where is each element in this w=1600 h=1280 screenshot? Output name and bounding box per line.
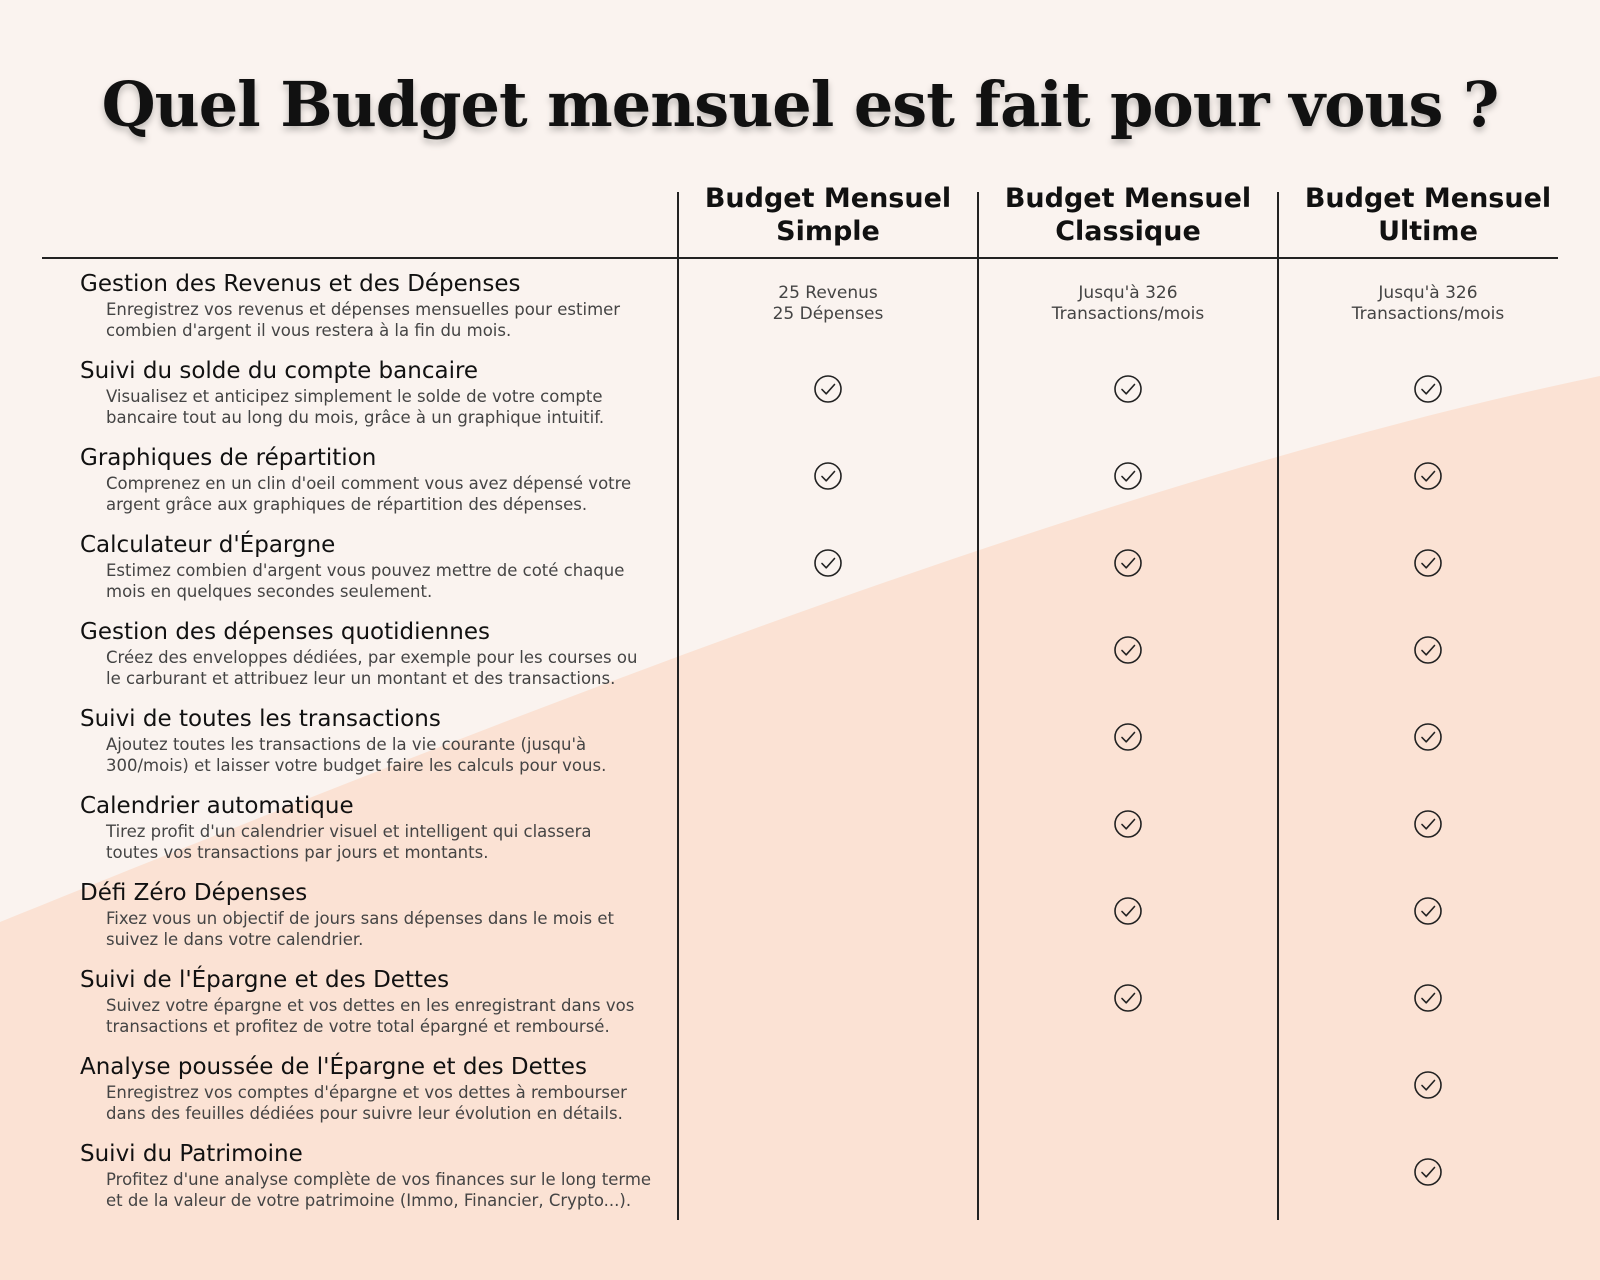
plan-cell	[678, 1130, 978, 1217]
feature-title: Suivi du solde du compte bancaire	[80, 358, 479, 384]
feature-description-line: Suivez votre épargne et vos dettes en les enregistrant dans vos	[106, 996, 635, 1015]
plan-cell	[678, 260, 978, 347]
feature-description	[106, 1083, 670, 1124]
feature-cell	[80, 357, 670, 428]
plan-limit-line: Jusqu'à 326	[1378, 282, 1478, 303]
table-row	[0, 869, 1600, 956]
feature-description	[106, 387, 670, 428]
plan-cell	[1278, 260, 1578, 347]
check-circle-icon	[813, 548, 843, 582]
plan-cell	[1278, 1043, 1578, 1130]
feature-description	[106, 561, 670, 602]
feature-description	[106, 300, 670, 341]
feature-description-line: Ajoutez toutes les transactions de la vie courante (jusqu'à	[106, 735, 587, 754]
feature-description	[106, 822, 670, 863]
feature-description	[106, 996, 670, 1037]
check-circle-icon	[1113, 374, 1143, 408]
plan-limit-line: Jusqu'à 326	[1078, 282, 1178, 303]
check-circle-icon	[1413, 1070, 1443, 1104]
feature-description	[106, 648, 670, 689]
check-circle-icon	[1413, 809, 1443, 843]
column-header-ultime	[1278, 182, 1578, 248]
table-row	[0, 695, 1600, 782]
column-header-line2: Simple	[776, 216, 880, 247]
plan-cell	[678, 434, 978, 521]
feature-description-line: argent grâce aux graphiques de répartition des dépenses.	[106, 494, 588, 514]
feature-cell	[80, 705, 670, 776]
column-header-simple	[678, 182, 978, 248]
feature-title: Graphiques de répartition	[80, 445, 377, 471]
check-circle-icon	[1413, 548, 1443, 582]
check-circle-icon	[1413, 635, 1443, 669]
plan-cell	[678, 347, 978, 434]
table-row	[0, 347, 1600, 434]
check-circle-icon	[1113, 461, 1143, 495]
feature-description-line: Créez des enveloppes dédiées, par exemple pour les courses ou	[106, 648, 638, 667]
plan-cell	[978, 521, 1278, 608]
feature-description-line: Enregistrez vos comptes d'épargne et vos dettes à rembourser	[106, 1083, 627, 1102]
feature-title: Suivi du Patrimoine	[80, 1141, 303, 1167]
feature-title: Calendrier automatique	[80, 793, 354, 819]
feature-cell	[80, 1140, 670, 1211]
feature-title: Suivi de toutes les transactions	[80, 706, 441, 732]
feature-cell	[80, 966, 670, 1037]
plan-cell	[1278, 956, 1578, 1043]
check-circle-icon	[1113, 983, 1143, 1017]
feature-description-line: mois en quelques secondes seulement.	[106, 581, 433, 601]
column-header-line2: Ultime	[1378, 216, 1478, 247]
feature-title: Gestion des dépenses quotidiennes	[80, 619, 490, 645]
feature-description-line: Enregistrez vos revenus et dépenses mensuelles pour estimer	[106, 300, 621, 319]
plan-cell	[978, 1130, 1278, 1217]
feature-description-line: Tirez profit d'un calendrier visuel et intelligent qui classera	[106, 822, 592, 841]
page-title: Quel Budget mensuel est fait pour vous ?	[101, 68, 1499, 141]
feature-description	[106, 474, 670, 515]
plan-cell	[978, 695, 1278, 782]
check-circle-icon	[1113, 635, 1143, 669]
check-circle-icon	[1413, 722, 1443, 756]
comparison-table	[0, 260, 1600, 1217]
table-row	[0, 434, 1600, 521]
plan-cell	[1278, 695, 1578, 782]
feature-description-line: dans des feuilles dédiées pour suivre leur évolution en détails.	[106, 1103, 623, 1123]
feature-description-line: 300/mois) et laisser votre budget faire les calculs pour vous.	[106, 755, 607, 775]
column-header-line2: Classique	[1055, 216, 1201, 247]
feature-description-line: toutes vos transactions par jours et montants.	[106, 842, 489, 862]
plan-cell	[678, 521, 978, 608]
plan-cell	[678, 1043, 978, 1130]
plan-cell	[678, 956, 978, 1043]
plan-cell	[1278, 782, 1578, 869]
feature-description-line: combien d'argent il vous restera à la fin du mois.	[106, 320, 512, 340]
column-header-line1: Budget Mensuel	[704, 183, 952, 214]
feature-description-line: transactions et profitez de votre total épargné et remboursé.	[106, 1016, 610, 1036]
feature-description	[106, 909, 670, 950]
feature-title: Suivi de l'Épargne et des Dettes	[80, 967, 450, 993]
check-circle-icon	[1113, 722, 1143, 756]
column-header-line1: Budget Mensuel	[1304, 183, 1552, 214]
feature-description-line: le carburant et attribuez leur un montant et des transactions.	[106, 668, 616, 688]
plan-cell	[978, 1043, 1278, 1130]
plan-cell	[1278, 869, 1578, 956]
feature-cell	[80, 531, 670, 602]
check-circle-icon	[813, 461, 843, 495]
table-row	[0, 1043, 1600, 1130]
plan-cell	[978, 782, 1278, 869]
feature-description-line: Profitez d'une analyse complète de vos finances sur le long terme	[106, 1170, 652, 1189]
feature-description-line: et de la valeur de votre patrimoine (Immo, Financier, Crypto...).	[106, 1190, 632, 1210]
feature-title: Analyse poussée de l'Épargne et des Dettes	[80, 1054, 587, 1080]
check-circle-icon	[1413, 1157, 1443, 1191]
feature-cell	[80, 879, 670, 950]
plan-cell	[978, 869, 1278, 956]
feature-description-line: Fixez vous un objectif de jours sans dépenses dans le mois et	[106, 909, 615, 928]
feature-description-line: Comprenez en un clin d'oeil comment vous avez dépensé votre	[106, 474, 632, 493]
plan-cell	[978, 956, 1278, 1043]
table-row	[0, 1130, 1600, 1217]
feature-description	[106, 735, 670, 776]
plan-cell	[1278, 434, 1578, 521]
feature-cell	[80, 444, 670, 515]
feature-cell	[80, 618, 670, 689]
plan-cell	[1278, 347, 1578, 434]
plan-limit-line: Transactions/mois	[1051, 303, 1205, 324]
plan-limit-line: 25 Dépenses	[772, 303, 884, 324]
feature-cell	[80, 792, 670, 863]
feature-title: Défi Zéro Dépenses	[80, 880, 308, 906]
feature-description	[106, 1170, 670, 1211]
plan-cell	[978, 608, 1278, 695]
feature-description-line: Visualisez et anticipez simplement le solde de votre compte	[106, 387, 603, 406]
column-header-line1: Budget Mensuel	[1004, 183, 1252, 214]
plan-limit-line: Transactions/mois	[1351, 303, 1505, 324]
plan-cell	[678, 608, 978, 695]
plan-limit-text	[1052, 283, 1204, 325]
check-circle-icon	[1413, 983, 1443, 1017]
feature-cell	[80, 270, 670, 341]
table-row	[0, 782, 1600, 869]
feature-title: Calculateur d'Épargne	[80, 532, 336, 558]
table-row	[0, 521, 1600, 608]
check-circle-icon	[1113, 896, 1143, 930]
plan-cell	[978, 260, 1278, 347]
table-row	[0, 260, 1600, 347]
check-circle-icon	[1113, 548, 1143, 582]
plan-limit-line: 25 Revenus	[778, 282, 878, 303]
header-divider	[42, 257, 1558, 259]
check-circle-icon	[1113, 809, 1143, 843]
feature-description-line: bancaire tout au long du mois, grâce à un graphique intuitif.	[106, 407, 605, 427]
table-row	[0, 608, 1600, 695]
check-circle-icon	[1413, 896, 1443, 930]
check-circle-icon	[1413, 461, 1443, 495]
feature-description-line: Estimez combien d'argent vous pouvez mettre de coté chaque	[106, 561, 625, 580]
table-row	[0, 956, 1600, 1043]
check-circle-icon	[1413, 374, 1443, 408]
feature-cell	[80, 1053, 670, 1124]
column-header-classique	[978, 182, 1278, 248]
plan-cell	[978, 434, 1278, 521]
plan-limit-text	[1352, 283, 1504, 325]
plan-cell	[978, 347, 1278, 434]
check-circle-icon	[813, 374, 843, 408]
plan-cell	[1278, 521, 1578, 608]
plan-cell	[1278, 1130, 1578, 1217]
plan-cell	[678, 695, 978, 782]
plan-cell	[678, 869, 978, 956]
plan-cell	[1278, 608, 1578, 695]
plan-limit-text	[773, 283, 884, 325]
plan-cell	[678, 782, 978, 869]
feature-title: Gestion des Revenus et des Dépenses	[80, 271, 521, 297]
feature-description-line: suivez le dans votre calendrier.	[106, 929, 364, 949]
